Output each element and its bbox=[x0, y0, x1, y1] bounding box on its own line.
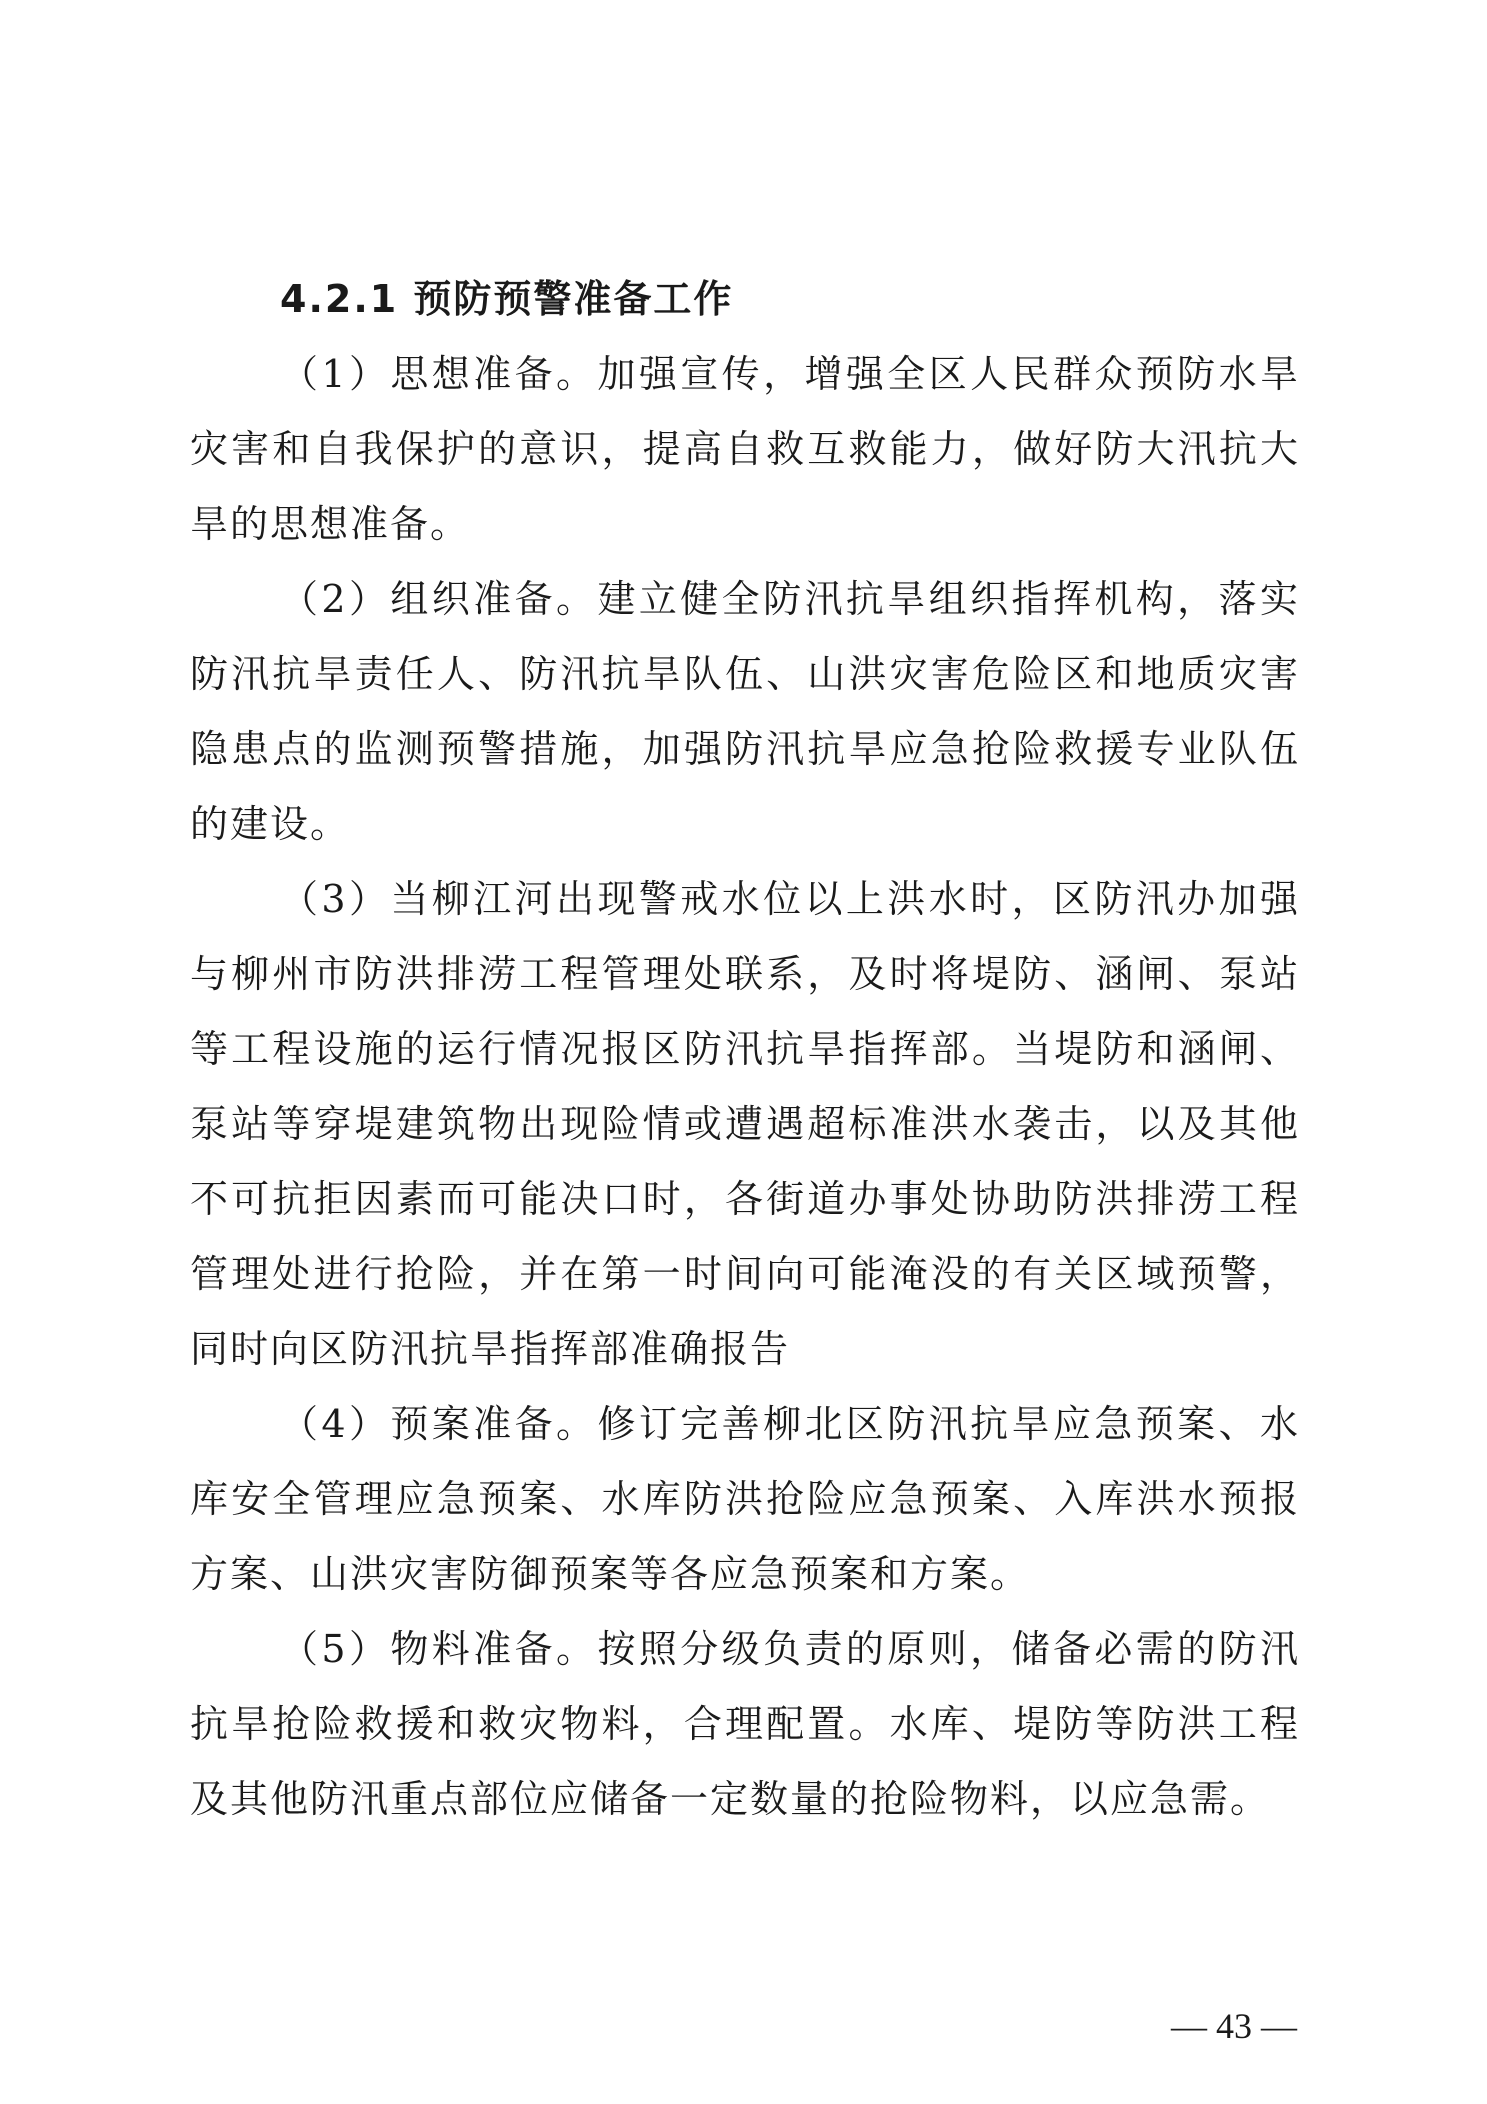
paragraph-plan-preparation: （4）预案准备。修订完善柳北区防汛抗旱应急预案、水库安全管理应急预案、水库防洪抢险应急预案、入库洪水预报方案、山洪灾害防御预案等各应急预案和方案。 bbox=[190, 1402, 1300, 1596]
paragraph-organizational-preparation: （2）组织准备。建立健全防汛抗旱组织指挥机构，落实防汛抗旱责任人、防汛抗旱队伍、山洪灾害危险区和地质灾害隐患点的监测预警措施，加强防汛抗旱应急抢险救援专业队伍的建设。 bbox=[190, 577, 1300, 846]
paragraph-flood-warning-response: （3）当柳江河出现警戒水位以上洪水时，区防汛办加强与柳州市防洪排涝工程管理处联系，及时将堤防、涵闸、泵站等工程设施的运行情况报区防汛抗旱指挥部。当堤防和涵闸、泵站等穿堤建筑物出现险情或遭遇超标准洪水袭击，以及其他不可抗拒因素而可能决口时，各街道办事处协助防洪排涝工程管理处进行抢险，并在第一时间向可能淹没的有关区域预警，同时向区防汛抗旱指挥部准确报告 bbox=[190, 877, 1300, 1371]
page-number: — 43 — bbox=[1171, 2006, 1297, 2046]
document-body bbox=[190, 262, 1300, 1837]
section-heading: 4.2.1 预防预警准备工作 bbox=[280, 277, 734, 321]
paragraph-material-preparation: （5）物料准备。按照分级负责的原则，储备必需的防汛抗旱抢险救援和救灾物料，合理配置。水库、堤防等防洪工程及其他防汛重点部位应储备一定数量的抢险物料，以应急需。 bbox=[190, 1627, 1300, 1821]
paragraph-ideological-preparation: （1）思想准备。加强宣传，增强全区人民群众预防水旱灾害和自我保护的意识，提高自救互救能力，做好防大汛抗大旱的思想准备。 bbox=[190, 352, 1300, 546]
